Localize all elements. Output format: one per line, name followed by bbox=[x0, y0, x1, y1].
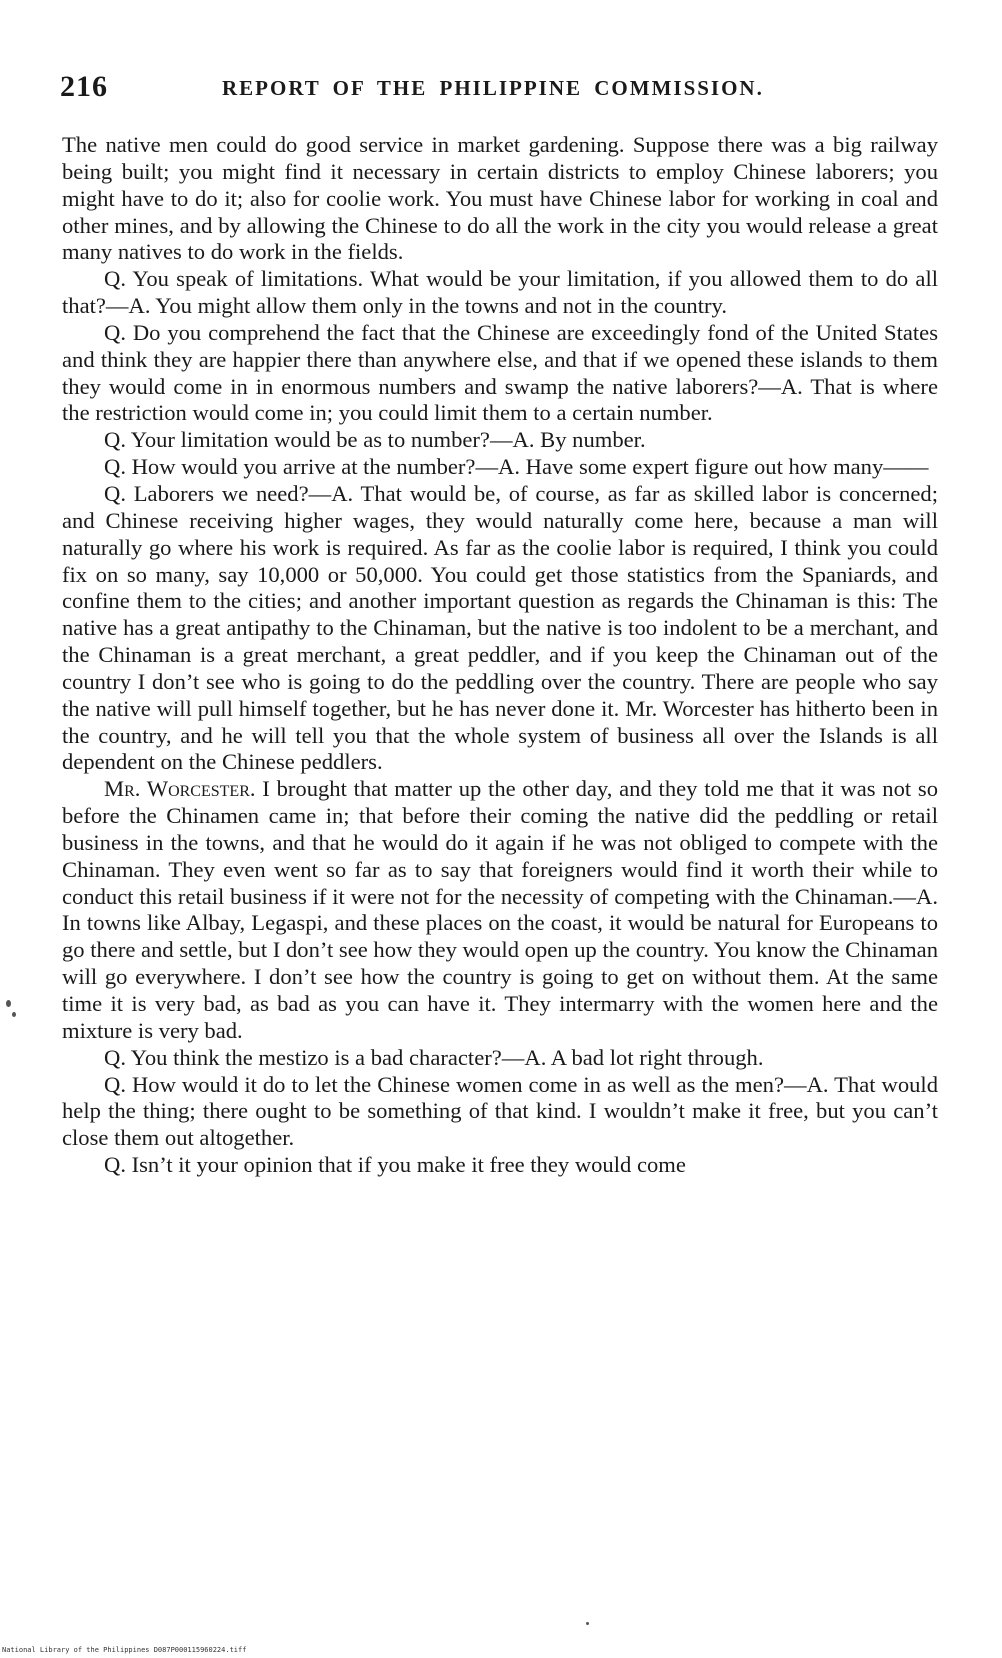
paragraph-9: Q. How would it do to let the Chinese women come in as well as the men?—A. That would help the thing; there ought to be something of that kind. I wouldn’t make it free, but you can’t close them out altogether. bbox=[62, 1071, 938, 1151]
running-title: REPORT OF THE PHILIPPINE COMMISSION. bbox=[222, 76, 764, 100]
scan-speck bbox=[6, 1000, 11, 1007]
paragraph-6: Q. Laborers we need?—A. That would be, of course, as far as skilled labor is concerned; and Chinese receiving higher wages, they would naturally come here, because a man will naturally go where his work is required. As far as the coolie labor is required, I think you could fix on so many, say 10,000 or 50,000. You could get those statistics from the Spaniards, and confine them to the cities; and another important question as regards the Chinaman is this: The native has a great antipathy to the Chinaman, but the native is too indolent to be a merchant, and the Chinaman is a great merchant, a great peddler, and if you keep the Chinaman out of the country I don’t see who is going to do the peddling over the country. There are people who say the native will pull himself together, but he has never done it. Mr. Worcester has hitherto been in the country, and he will tell you that the whole system of business all over the Islands is all dependent on the Chinese peddlers. bbox=[62, 480, 938, 775]
paragraph-10: Q. Isn’t it your opinion that if you make it free they would come bbox=[104, 1152, 686, 1178]
scan-speck bbox=[12, 1012, 16, 1017]
paragraph-1: The native men could do good service in market gardening. Suppose there was a big railway being built; you might find it necessary in certain districts to employ Chinese laborers; you might have to do it; also for coolie work. You must have Chinese labor for working in coal and other mines, and by allowing the Chinese to do all the work in the city you would release a great many natives to do work in the fields. bbox=[62, 132, 938, 265]
speaker-name: Mr. Worcester. bbox=[104, 776, 256, 802]
scan-speck bbox=[586, 1622, 589, 1625]
scan-credit: National Library of the Philippines D087P000115960224.tiff bbox=[2, 1646, 247, 1654]
paragraph-3: Q. Do you comprehend the fact that the Chinese are exceedingly fond of the United States and think they are happier there than anywhere else, and that if we opened these islands to them they would come in in enormous numbers and swamp the native laborers?—A. That is where the restriction would come in; you could limit them to a certain number. bbox=[62, 319, 938, 426]
body-text bbox=[62, 132, 938, 1179]
page-number: 216 bbox=[60, 70, 108, 103]
paragraph-8: Q. You think the mestizo is a bad character?—A. A bad lot right through. bbox=[104, 1044, 764, 1070]
paragraph-7 bbox=[62, 776, 938, 1044]
paragraph-4: Q. Your limitation would be as to number?—A. By number. bbox=[104, 427, 646, 453]
paragraph-5: Q. How would you arrive at the number?—A. Have some expert figure out how many—— bbox=[104, 454, 929, 480]
page-header bbox=[60, 70, 940, 110]
paragraph-2: Q. You speak of limitations. What would be your limitation, if you allowed them to do all that?—A. You might allow them only in the towns and not in the country. bbox=[62, 266, 938, 319]
paragraph-7-text: I brought that matter up the other day, and they told me that it was not so before the Chinamen came in; that before their coming the native did the peddling or retail business in the towns, and that he would do it again if he was not obliged to compete with the Chinaman. They even went so far as to say that foreigners would find it worth their while to conduct this retail business if it were not for the necessity of competing with the Chinaman.—A. In towns like Albay, Legaspi, and these places on the coast, it would be natural for Europeans to go there and settle, but I don’t see how they would open up the country. You know the Chinaman will go everywhere. I don’t see how the country is going to get on without them. At the same time it is very bad, as bad as you can have it. They intermarry with the women here and the mixture is very bad. bbox=[62, 776, 939, 1043]
